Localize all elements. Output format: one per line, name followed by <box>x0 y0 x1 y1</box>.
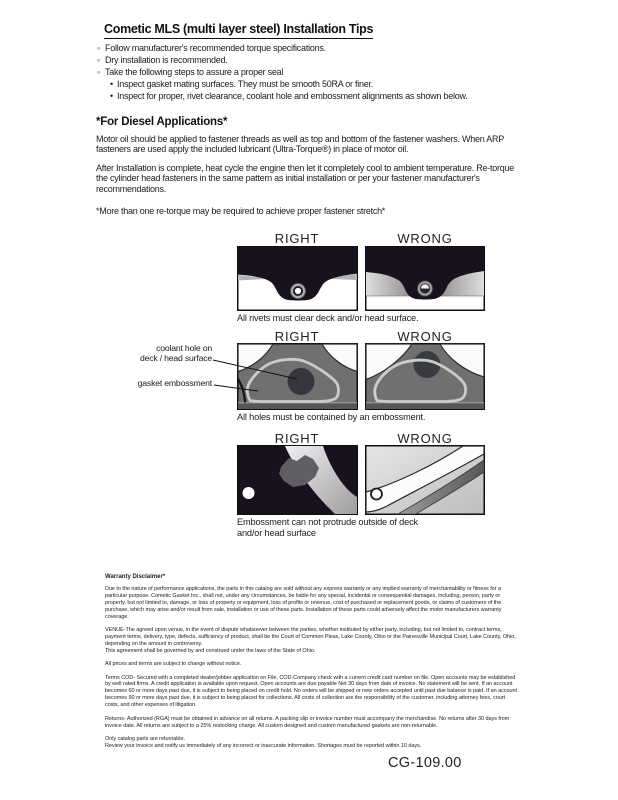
bullet-icon: • <box>110 90 113 101</box>
list-item <box>110 91 552 103</box>
coolant-hole-icon <box>288 368 315 395</box>
warranty-paragraph: Review your invoice and notify us immediately of any incorrect or inaccurate information. Shortages must be reported within 10 days. <box>105 742 422 749</box>
list-item-text: Follow manufacturer's recommended torque specifications. <box>105 43 326 53</box>
bolt-hole-icon <box>371 489 382 500</box>
warranty-paragraph: VENUE-The agreed upon venue, in the event of dispute whatsoever between the parties, whether instituted by either party, including, but not limited to, contract terms, payment terms, delivery, type, defects, sufficiency of product, shall be the Court of Common Pleas, Lake County, Ohio or the Painesville Municipal Court, Lake County, Ohio, depending on the amount in controversy. <box>105 627 516 647</box>
annotation-coolant-hole: coolant hole on deck / head surface <box>139 343 212 363</box>
bullet-icon: • <box>110 78 113 89</box>
bullet-icon: ◦ <box>97 54 100 65</box>
diesel-paragraph-2: After Installation is complete, heat cycle the engine then let it completely cool to ambient temperature. Re-torque the cylinder head fasteners in the same pattern as initial installation or per your fastener manufacturer's recommendations. <box>96 163 514 194</box>
list-item-text: Dry installation is recommended. <box>105 54 228 65</box>
diagram-rivet-right <box>237 246 358 311</box>
caption-row1: All rivets must clear deck and/or head surface. <box>237 313 419 323</box>
diagram-embossment-right <box>237 343 358 410</box>
wrong-label-row2: WRONG <box>397 329 453 344</box>
rivet-clear-icon <box>290 283 305 298</box>
wrong-label-row1: WRONG <box>397 231 453 246</box>
installation-tips-list <box>97 43 552 103</box>
bolt-hole-icon <box>243 487 255 499</box>
rivet-touching-icon <box>417 281 432 296</box>
bullet-icon: ◦ <box>97 43 100 53</box>
bullet-icon: ◦ <box>97 66 100 77</box>
list-item <box>97 55 552 67</box>
caption-row3: Embossment can not protrude outside of deck and/or head surface <box>237 517 418 538</box>
wrong-label-row3: WRONG <box>397 431 453 446</box>
warranty-heading: Warranty Disclaimer* <box>105 574 166 580</box>
warranty-paragraph: This agreement shall be governed by and construed under the laws of the State of Ohio. <box>105 647 316 654</box>
annotation-gasket-embossment: gasket embossment <box>137 378 212 388</box>
warranty-paragraph: All prices and terms are subject to change without notice. <box>105 661 242 668</box>
list-item <box>97 43 552 55</box>
diagram-embossment-wrong <box>365 343 485 410</box>
list-item <box>110 79 552 91</box>
list-item-text: Inspect for proper, rivet clearance, coolant hole and embossment alignments as shown below. <box>117 90 468 101</box>
warranty-paragraph: Terms COD- Secured with a completed dealer/jobber application on File, COD-Company check with a current credit card number on file. Open accounts may be established by well rated firms. A credit application is available upon request. Open accounts are due payable Net 30 days from date of invoice. No statement will be sent. If an account becomes 60 or more days past due, it is subject to being placed on credit hold. No orders will be shipped or new orders accepted until past due balance is paid. If an account becomes 90 or more days past due, it is subject to being placed for collections. All costs of collection are the responsibility of the customer, including attorney fees, court costs, and other expenses of litigation. <box>105 674 517 709</box>
warranty-disclaimer <box>105 574 519 756</box>
warranty-paragraph: Due to the nature of performance applications, the parts in this catalog are sold without any express warranty or any implied warranty of merchantability or fitness for a particular purpose. Cometic Gasket Inc., shall not, under any circumstances, be liable for any special, incidental or consequential damages, including, person, party or property, but not limited to, damage, or loss of property or equipment, loss of profits or revenue, cost of purchased or replacement goods, or claims of customers of the purchase, which may arise and/or result from sale, installation or use of these parts. Installation of these parts could adversely affect the motor manufacturers warranty coverage. <box>105 586 502 620</box>
diagram-rivet-wrong <box>365 246 485 311</box>
warranty-paragraph: Only catalog parts are returnable. <box>105 735 185 742</box>
list-item-text: Take the following steps to assure a proper seal <box>105 66 284 77</box>
diesel-paragraph-1: Motor oil should be applied to fastener threads as well as top and bottom of the fastener washers. When ARP fasteners are used apply the included lubricant (Ultra-Torque®) in place of motor oil. <box>96 134 504 155</box>
list-item-text: Inspect gasket mating surfaces. They must be smooth 50RA or finer. <box>117 78 373 89</box>
warranty-paragraph: Returns- Authorized (RGA) must be obtained in advance on all returns. A packing slip or invoice number must accompany the merchandise. No returns after 30 days from invoice date. All returns are subject to a 25% restocking charge. All custom designed and custom manufactured gaskets are non-returnable. <box>105 715 510 729</box>
retorque-note: *More than one re-torque may be required to achieve proper fastener stretch* <box>96 206 386 216</box>
list-item <box>97 67 552 79</box>
diagram-protrusion-wrong <box>365 445 485 515</box>
page-title: Cometic MLS (multi layer steel) Installation Tips <box>104 22 373 39</box>
right-label-row1: RIGHT <box>274 231 320 246</box>
page-code: CG-109.00 <box>388 755 462 771</box>
diagram-protrusion-right <box>237 445 358 515</box>
caption-row2: All holes must be contained by an embossment. <box>237 412 426 422</box>
right-label-row2: RIGHT <box>274 329 320 344</box>
diesel-section-heading: *For Diesel Applications* <box>96 116 228 128</box>
right-label-row3: RIGHT <box>274 431 320 446</box>
